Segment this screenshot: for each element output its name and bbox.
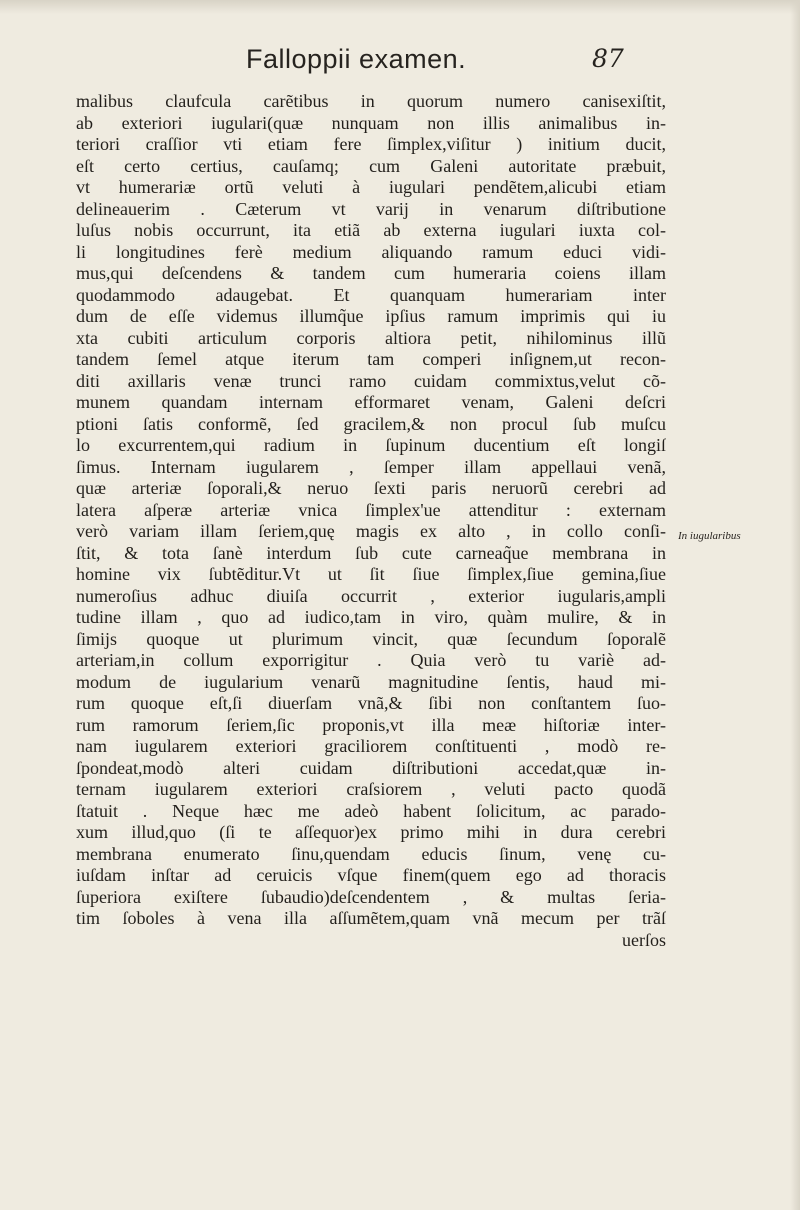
- text-line: numeroſius adhuc diuiſa occurrit , exterior iugularis,ampli: [76, 585, 666, 606]
- text-line: modum de iugularium venarũ magnitudine ſentis, haud mi-: [76, 671, 666, 692]
- text-line: rum ramorum ſeriem,ſic proponis,vt illa meæ hiſtoriæ inter-: [76, 714, 666, 735]
- marginal-note: In iugularibus: [678, 530, 741, 542]
- text-line: homine vix ſubtẽditur.Vt ut ſit ſiue ſimplex,ſiue gemina,ſiue: [76, 564, 666, 584]
- page-top-shadow: [0, 0, 800, 14]
- text-line: arteriam,in collum exporrigitur . Quia verò tu variè ad-: [76, 650, 666, 670]
- text-line: nam iugularem exteriori graciliorem conſtituenti , modò re-: [76, 736, 666, 756]
- text-line: quæ arteriæ ſoporali,& neruo ſexti paris neruorũ cerebri ad: [76, 478, 666, 498]
- catchword: uerſos: [622, 929, 666, 950]
- text-line: quodammodo adaugebat. Et quanquam humerariam inter: [76, 284, 666, 305]
- text-line: tim ſoboles à vena illa aſſumẽtem,quam vnã mecum per trãſ: [76, 908, 666, 928]
- text-line: ſuperiora exiſtere ſubaudio)deſcendentem , & multas ſeria-: [76, 886, 666, 907]
- text-line: ſtatuit . Neque hæc me adeò habent ſolicitum, ac parado-: [76, 800, 666, 821]
- text-line: tandem ſemel atque iterum tam comperi inſignem,ut recon-: [76, 349, 666, 369]
- text-line: iuſdam inſtar ad ceruicis vſque finem(quem ego ad thoracis: [76, 865, 666, 885]
- text-line: eſt certo certius, cauſamq; cum Galeni autoritate præbuit,: [76, 155, 666, 176]
- text-line: lo excurrentem,qui radium in ſupinum ducentium eſt longiſ: [76, 435, 666, 455]
- text-line: membrana enumerato ſinu,quendam educis ſinum, venę cu-: [76, 843, 666, 864]
- text-line: li longitudines ferè medium aliquando ramum educi vidi-: [76, 241, 666, 262]
- text-line: verò variam illam ſeriem,quę magis ex alto , in collo conſi-: [76, 521, 666, 541]
- text-line: xta cubiti articulum corporis altiora petit, nihilominus illũ: [76, 327, 666, 348]
- text-line: luſus nobis occurrunt, ita etiã ab externa iugulari iuxta col-: [76, 220, 666, 240]
- text-line: xum illud,quo (ſi te aſſequor)ex primo mihi in dura cerebri: [76, 822, 666, 842]
- text-line: diti axillaris venæ trunci ramo cuidam commixtus,velut cõ-: [76, 370, 666, 391]
- text-line: ſimus. Internam iugularem , ſemper illam appellaui venã,: [76, 456, 666, 477]
- text-line: mus,qui deſcendens & tandem cum humeraria coiens illam: [76, 263, 666, 283]
- text-line: latera aſperæ arteriæ vnica ſimplex'ue attenditur : externam: [76, 499, 666, 520]
- text-line: ſtit, & tota ſanè interdum ſub cute carneaq̃ue membrana in: [76, 542, 666, 563]
- text-line: ptioni ſatis conformẽ, ſed gracilem,& non procul ſub muſcu: [76, 413, 666, 434]
- body-text: [76, 91, 666, 951]
- text-line: ſimijs quoque ut plurimum vincit, quæ ſecundum ſoporalẽ: [76, 628, 666, 649]
- page-header: [0, 44, 800, 84]
- text-line: delineauerim . Cæterum vt varij in venarum diſtributione: [76, 198, 666, 219]
- page-number: 87: [592, 44, 624, 73]
- text-line: ternam iugularem exteriori craſsiorem , veluti pacto quodã: [76, 779, 666, 799]
- text-line: vt humerariæ ortũ veluti à iugulari pendẽtem,alicubi etiam: [76, 177, 666, 197]
- page-edge-shadow: [790, 0, 800, 1210]
- text-line: teriori craſſior vti etiam fere ſimplex,viſitur ) initium ducit,: [76, 134, 666, 154]
- text-line: tudine illam , quo ad iudico,tam in viro, quàm mulire, & in: [76, 607, 666, 627]
- text-line: dum de eſſe videmus illumq̃ue ipſius ramum imprimis qui iu: [76, 306, 666, 326]
- text-line: ſpondeat,modò alteri cuidam diſtributioni accedat,quæ in-: [76, 757, 666, 778]
- text-line: ab exteriori iugulari(quæ nunquam non illis animalibus in-: [76, 112, 666, 133]
- text-line: munem quandam internam efformaret venam, Galeni deſcri: [76, 392, 666, 412]
- text-line: rum quoque eſt,ſi diuerſam vnã,& ſibi non conſtantem ſuo-: [76, 693, 666, 713]
- text-line: malibus claufcula carẽtibus in quorum numero canisexiſtit,: [76, 91, 666, 111]
- running-head: Falloppii examen.: [246, 44, 467, 74]
